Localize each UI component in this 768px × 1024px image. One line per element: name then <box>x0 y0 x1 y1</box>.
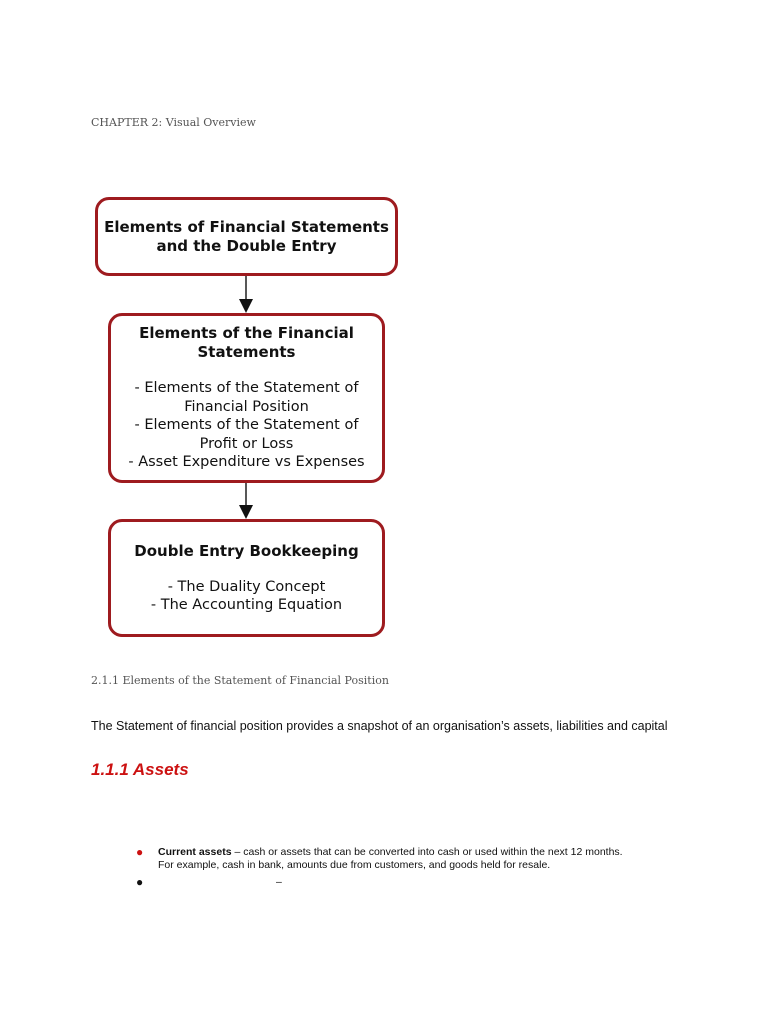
box-2-line: Profit or Loss <box>199 435 294 452</box>
assets-bullet-list <box>136 846 696 894</box>
box-1-title-line: Elements of Financial Statements <box>104 217 389 236</box>
chapter-heading: CHAPTER 2: Visual Overview <box>91 116 256 129</box>
flowchart-box-elements-of-financial-statements <box>108 313 385 483</box>
intro-paragraph: The Statement of financial position provides a snapshot of an organisation’s assets, liabilities and capital <box>91 719 668 733</box>
box-3-line: - The Accounting Equation <box>150 597 343 613</box>
box-2-title-line: Elements of the Financial <box>139 324 354 343</box>
box-2-line: Financial Position <box>184 398 309 415</box>
box-2-line: - Elements of the Statement of <box>134 417 359 434</box>
bullet-continuation: For example, cash in bank, amounts due from customers, and goods held for resale. <box>158 858 551 871</box>
box-2-list <box>128 379 364 472</box>
box-3-title <box>134 542 358 561</box>
bullet-term: Current assets <box>158 846 232 858</box>
flowchart-box-elements-and-double-entry <box>95 197 398 276</box>
list-item-current-assets <box>136 846 696 871</box>
section-heading-assets: 1.1.1 Assets <box>91 760 189 779</box>
box-3-list <box>151 578 342 615</box>
box-1-title <box>104 218 389 256</box>
box-2-title-line: Statements <box>197 343 296 362</box>
box-2-line: - Elements of the Statement of <box>134 380 359 397</box>
flowchart-box-double-entry-bookkeeping <box>108 519 385 637</box>
box-2-line: - Asset Expenditure vs Expenses <box>128 454 365 471</box>
subsection-heading: 2.1.1 Elements of the Statement of Financial Position <box>91 674 389 687</box>
bullet-dash: – <box>276 876 282 888</box>
box-2-title <box>139 324 354 362</box>
box-3-line: - The Duality Concept <box>167 578 326 595</box>
list-item-second <box>136 876 696 889</box>
bullet-dot-icon: ● <box>136 875 144 889</box>
bullet-dot-icon: ● <box>136 845 144 859</box>
box-1-title-line: and the Double Entry <box>156 236 337 255</box>
bullet-text: – cash or assets that can be converted into cash or used within the next 12 months. <box>231 846 623 858</box>
box-3-title-line: Double Entry Bookkeeping <box>134 541 359 560</box>
